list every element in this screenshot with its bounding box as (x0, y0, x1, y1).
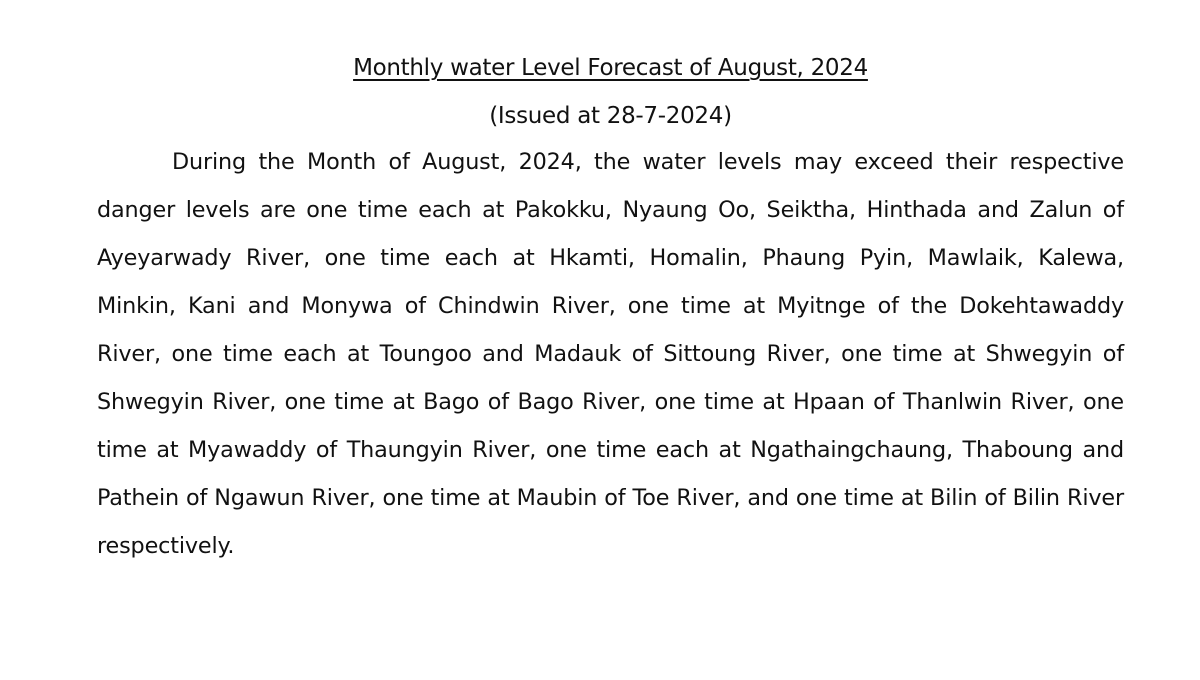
document-title: Monthly water Level Forecast of August, 2024 (353, 55, 868, 81)
issued-date: (Issued at 28-7-2024) (489, 103, 732, 129)
forecast-paragraph: During the Month of August, 2024, the water levels may exceed their respective danger levels are one time each at Pakokku, Nyaung Oo, Seiktha, Hinthada and Zalun of Ayeyarwady River, one time each at Hkamti, Homalin, Phaung Pyin, Mawlaik, Kalewa, Minkin, Kani and Monywa of Chindwin River, one time at Myitnge of the Dokehtawaddy River, one time each at Toungoo and Madauk of Sittoung River, one time at Shwegyin of Shwegyin River, one time at Bago of Bago River, one time at Hpaan of Thanlwin River, one time at Myawaddy of Thaungyin River, one time each at Ngathaingchaung, Thaboung and Pathein of Ngawun River, one time at Maubin of Toe River, and one time at Bilin of Bilin River respectively. (97, 149, 1124, 559)
document-page (97, 48, 1124, 570)
